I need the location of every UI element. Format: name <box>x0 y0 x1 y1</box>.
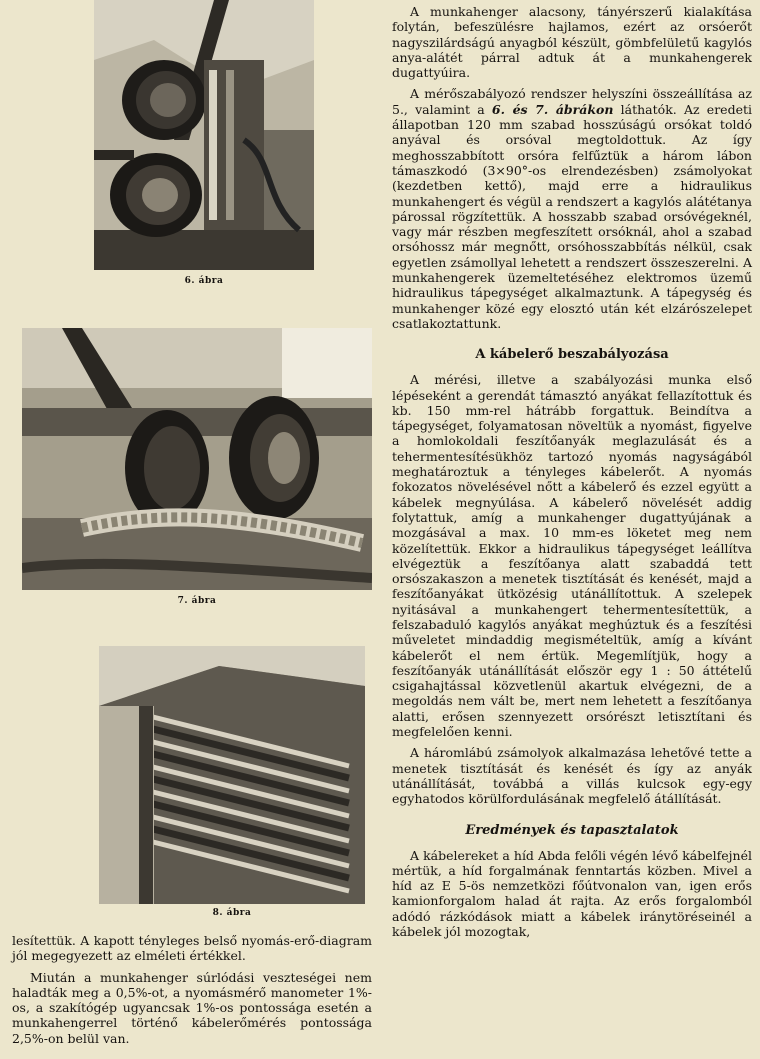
figure-7-caption: 7. ábra <box>177 596 217 606</box>
figure-6 <box>12 0 372 300</box>
left-paragraph-2: Miután a munkahenger súrlódási veszteségei nem haladták meg a 0,5%-ot, a nyomásmérő manometer 1%-os, a szakítógép ugyancsak 1%-os pontossága esetén a munkahengerrel történő kábelerőmérés pontossága 2,5%-on belül van. <box>12 969 372 1046</box>
heading-eredmenyek: Eredmények és tapasztalatok <box>465 822 679 838</box>
left-paragraph-1: lesítettük. A kapott tényleges belső nyomás-erő-diagram jól megegyezett az elméleti értékkel. <box>12 933 372 964</box>
paragraph-meroszabalyozo-start: A mérőszabályozó rendszer helyszíni összeállítása az 5., valamint a <box>392 86 752 117</box>
heading-kabelero: A kábelerő beszabályozása <box>475 347 669 363</box>
figure-7-photo <box>22 328 372 590</box>
figure-6-photo <box>94 0 314 270</box>
figure-8 <box>12 640 372 930</box>
figure-6-caption: 6. ábra <box>184 276 224 286</box>
paragraph-meroszabalyozo <box>392 86 752 331</box>
paragraph-meresi: A mérési, illetve a szabályozási munka első lépéseként a gerendát támasztó anyákat fellazítottuk és kb. 150 mm-rel hátrább forgattuk. Beindítva a tápegységet, folyamatosan növeltük a nyomást, figyelve a homlokoldali feszítőanyák meglazulását és a tehermentesítésükhöz tartozó nyomás nagyságából meghatároztuk a tényleges kábelerőt. A nyomás fokozatos növelésével nőtt a kábelerő és ezzel együtt a kábelek megnyúlása. A kábelerő növelését addig folytattuk, amíg a munkahenger dugattyújának a mozgásával a max. 10 mm-es löketet meg nem közelítettük. Ekkor a hidraulikus tápegységet leállítva elvégeztük a feszítőanya alatt szabaddá tett orsószakaszon a menetek tisztítását és kenését, majd a feszítőanyákat ütközésig utánállítottuk. A szelepek nyitásával a munkahengert tehermentesítettük, a felszabaduló kagylós anyákat meghúztuk és a feszítési műveletet mindaddig megismételtük, amíg a kívánt kábelerőt el nem értük. Megemlítjük, hogy a feszítőanyák utánállítását először egy 1 : 50 áttételű csigahajtással közvetlenül akartuk elvégezni, de a megoldás nem vált be, mert nem lehetett a feszítőanya alatti, erősen szennyezett orsórészt letisztítani és megfelelően kenni. <box>392 372 752 740</box>
paragraph-kabeleroket: A kábelereket a híd Abda felőli végén lévő kábelfejnél mértük, a híd forgalmának fenntartás közben. Mivel a híd az E 5-ös nemzetközi főútvonalon van, igen erős kamionforgalom halad át rajta. Az erős forgalomból adódó rázkódások miatt a kábelek iránytöréseinél a kábelek jól mozogtak, <box>392 847 752 940</box>
paragraph-meroszabalyozo-rest: láthatók. Az eredeti állapotban 120 mm szabad hosszúságú orsókat toldó anyával és orsóval megtoldottuk. Az így meghosszabbított orsóra felfűztük a három lábon támaszkodó (3×90°-os elrendezésben) zsámolyokat (kezdetben kettő), majd erre a hidraulikus munkahengert és végül a rendszert a kagylós alátétanya párossal rögzítettük. A hosszabb szabad orsóvégeknél, vagy már részben megfeszített orsóknál, ahol a szabad orsóhossz már megnőtt, orsóhosszabbítás nélkül, csak egyetlen zsámollyal lehetett a rendszert összeszerelni. A munkahengerek üzemeltetéséhez elektromos üzemű hidraulikus tápegységet alkalmaztunk. A tápegység és munkahenger közé egy elosztó után két elzárószelepet csatlakoztattunk. <box>392 101 752 331</box>
figure-reference: 6. és 7. ábrákon <box>491 101 614 117</box>
left-text <box>12 933 372 1046</box>
left-column <box>12 0 372 1059</box>
figure-8-photo <box>99 646 365 904</box>
paragraph-munkahenger: A munkahenger alacsony, tányérszerű kialakítása folytán, befeszülésre hajlamos, ezért az orsóerőt nagyszilárdságú anyagból készült, gömbfelületű kagylós anya-alátét párral adtuk át a munkahengerek dugattyúira. <box>392 4 752 81</box>
right-column <box>392 4 752 939</box>
figure-7 <box>12 320 372 620</box>
figure-8-caption: 8. ábra <box>212 908 252 918</box>
paragraph-haromlabu: A háromlábú zsámolyok alkalmazása lehetővé tette a menetek tisztítását és kenését és így az anyák utánállítását, továbbá a villás kulcsok egy-egy egyhatodos körülfordulásának megfelelő átállítását. <box>392 745 752 807</box>
